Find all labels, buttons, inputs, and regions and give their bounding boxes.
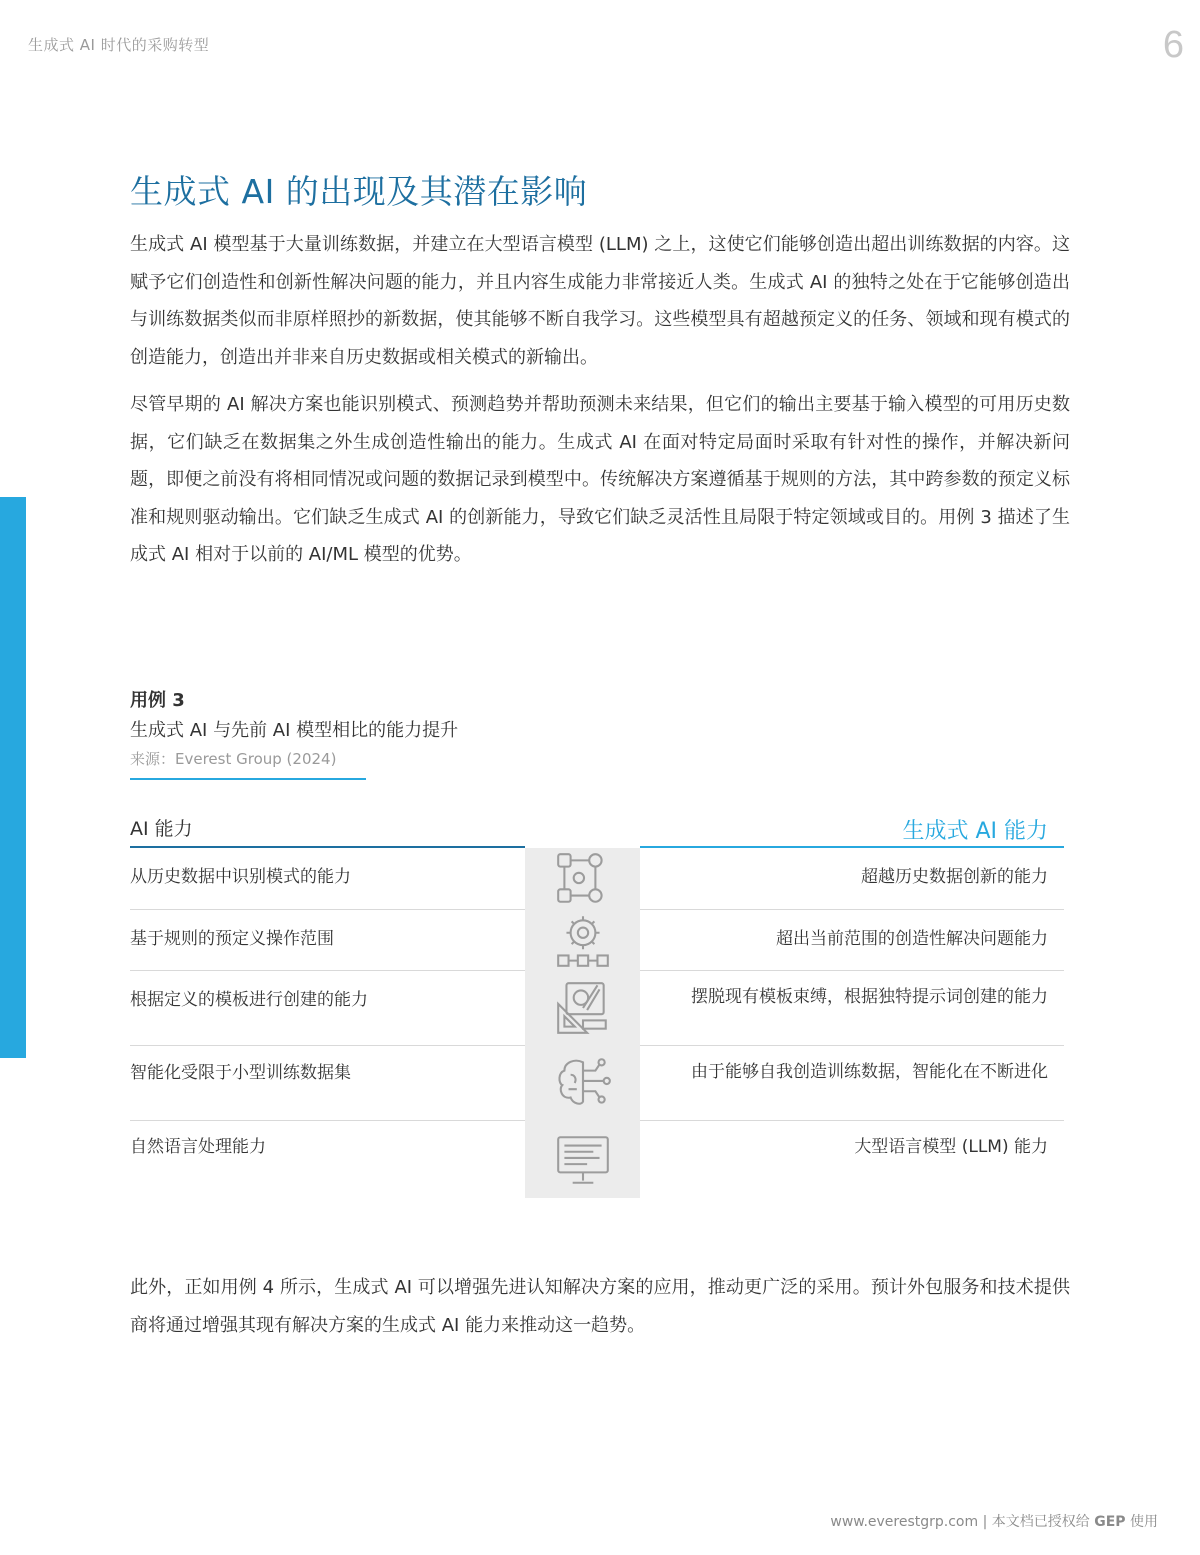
footer-url[interactable]: www.everestgrp.com [830,1514,979,1530]
table-row [130,1121,1064,1198]
footer-license-suffix: 使用 [1125,1514,1158,1530]
ai-capability-cell: 从历史数据中识别模式的能力 [130,867,351,887]
footer-license-prefix: 本文档已授权给 [991,1514,1095,1530]
right-column-header: 生成式 AI 能力 [902,819,1048,844]
table-row [130,910,1064,971]
body-paragraph: 生成式 AI 模型基于大量训练数据，并建立在大型语言模型 (LLM) 之上，这使它们能够创造出超出训练数据的内容。这赋予它们创造性和创新性解决问题的能力，并且内容生成能力非常接近人类。生成式 AI 的独特之处在于它能够创造出与训练数据类似而非原样照抄的新数据，使其能够不断自我学习。这些模型具有超越预定义的任务、领域和现有模式的创造能力，创造出并非来自历史数据或相关模式的新输出。 [130,234,1070,368]
body-paragraph: 此外，正如用例 4 所示，生成式 AI 可以增强先进认知解决方案的应用，推动更广泛的采用。预计外包服务和技术提供商将通过增强其现有解决方案的生成式 AI 能力来推动这一趋势。 [130,1277,1070,1336]
footer [830,1511,1158,1531]
side-accent-bar [0,497,26,1058]
body-paragraph: 尽管早期的 AI 解决方案也能识别模式、预测趋势并帮助预测未来结果，但它们的输出主要基于输入模型的可用历史数据，它们缺乏在数据集之外生成创造性输出的能力。生成式 AI 在面对特定局面时采取有针对性的操作，并解决新问题，即便之前没有将相同情况或问题的数据记录到模型中。传统解决方案遵循基于规则的方法，其中跨参数的预定义标准和规则驱动输出。它们缺乏生成式 AI 的创新能力，导致它们缺乏灵活性且局限于特定领域或目的。用例 3 描述了生成式 AI 相对于以前的 AI/ML 模型的优势。 [130,394,1070,565]
example-source: 来源：Everest Group (2024) [130,750,337,768]
pattern-flow-icon [525,848,640,910]
example-title: 生成式 AI 与先前 AI 模型相比的能力提升 [130,720,459,741]
gen-ai-capability-cell: 超出当前范围的创造性解决问题能力 [776,929,1048,949]
caption-underline [130,778,366,780]
example-caption [130,686,458,780]
footer-licensee: GEP [1094,1514,1126,1530]
capability-comparison-table [130,806,1064,1198]
monitor-icon [525,1129,640,1191]
example-label: 用例 3 [130,690,185,711]
ai-capability-cell: 根据定义的模板进行创建的能力 [130,990,368,1010]
table-row [130,1046,1064,1121]
ai-capability-cell: 自然语言处理能力 [130,1137,266,1157]
gen-ai-capability-cell: 摆脱现有模板束缚，根据独特提示词创建的能力 [691,987,1048,1007]
running-header: 生成式 AI 时代的采购转型 [28,36,210,54]
gen-ai-capability-cell: 超越历史数据创新的能力 [861,867,1048,887]
left-column-header: AI 能力 [130,818,193,840]
brain-circuit-icon [525,1052,640,1114]
footer-separator: | [978,1514,992,1530]
table-row [130,848,1064,909]
table-row [130,971,1064,1046]
design-template-icon [525,977,640,1039]
gear-process-icon [525,910,640,972]
page-number: 6 [1162,24,1184,66]
gen-ai-capability-cell: 由于能够自我创造训练数据，智能化在不断进化 [691,1062,1048,1082]
gen-ai-capability-cell: 大型语言模型 (LLM) 能力 [854,1137,1048,1157]
ai-capability-cell: 智能化受限于小型训练数据集 [130,1063,351,1083]
section-title: 生成式 AI 的出现及其潜在影响 [130,172,588,211]
ai-capability-cell: 基于规则的预定义操作范围 [130,929,334,949]
